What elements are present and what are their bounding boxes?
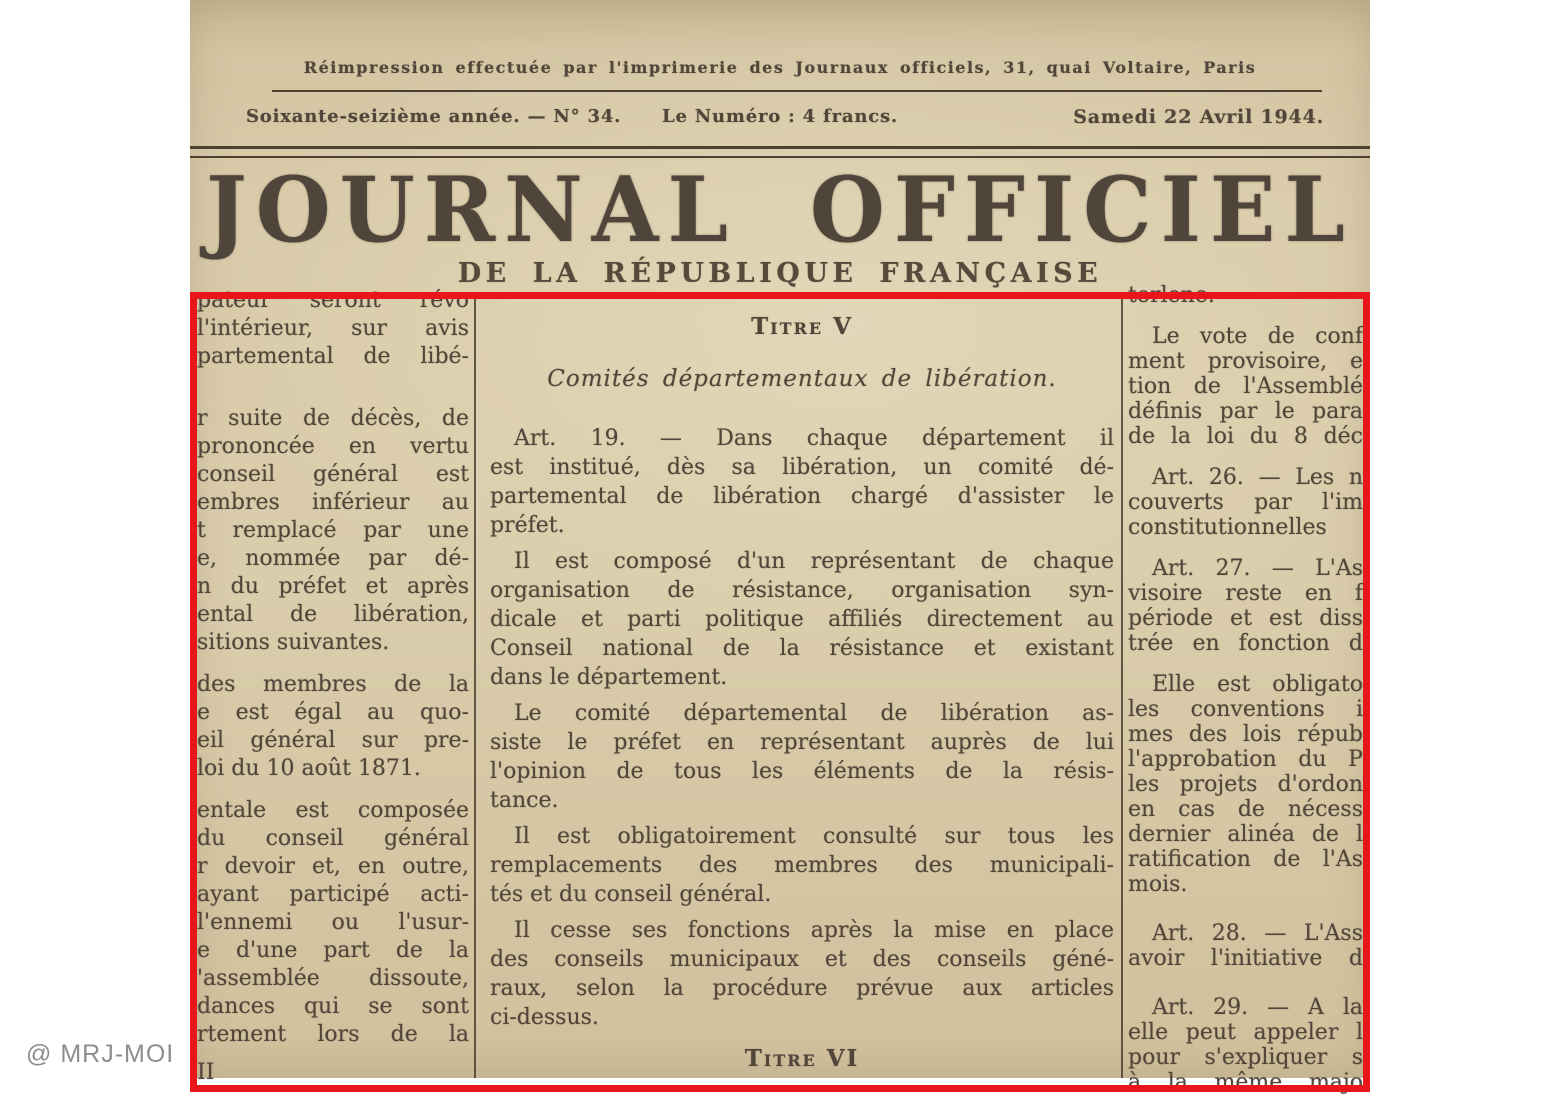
reimpression-line: Réimpression effectuée par l'imprimerie des Journaux officiels, 31, quai Voltaire, Paris — [303, 58, 1257, 77]
text-line: mois. — [1128, 872, 1188, 897]
text-line: raux, selon la procédure prévue aux articles — [490, 976, 1114, 1001]
text-line: Il est obligatoirement consulté sur tous les — [514, 824, 1114, 849]
paragraph — [197, 405, 469, 657]
text-line: r devoir et, en outre, — [197, 854, 469, 879]
text-line: dicale et parti politique affiliés directement au — [490, 607, 1114, 632]
text-line: ci-dessus. — [490, 1005, 599, 1030]
masthead-subtitle: DE LA RÉPUBLIQUE FRANÇAISE — [457, 258, 1103, 289]
text-line: eil général sur pre- — [197, 728, 469, 753]
text-line: visoire reste en f — [1128, 581, 1363, 606]
text-line: préfet. — [490, 513, 565, 538]
text-line: Art. 27. — L'As — [1152, 556, 1363, 581]
text-line: les projets d'ordon — [1128, 772, 1363, 797]
middle-column — [490, 288, 1114, 1078]
text-line: r suite de décès, de — [197, 406, 469, 431]
text-line: ment provisoire, e — [1128, 349, 1363, 374]
text-line: remplacements des membres des municipali- — [490, 853, 1114, 878]
issue-date: Samedi 22 Avril 1944. — [1073, 106, 1324, 128]
text-line: sitions suivantes. — [197, 630, 390, 655]
double-rule — [190, 146, 1370, 158]
column-divider-right — [1121, 298, 1123, 1078]
text-line: embres inférieur au — [197, 490, 469, 515]
text-line: Le vote de conf — [1152, 324, 1363, 349]
text-line: siste le préfet en représentant auprès de lui — [490, 730, 1114, 755]
text-line: e est égal au quo- — [197, 700, 469, 725]
text-line: t remplacé par une — [197, 518, 469, 543]
text-line: elle peut appeler l — [1128, 1020, 1363, 1045]
text-line: les conventions i — [1128, 697, 1363, 722]
paragraph — [490, 822, 1114, 909]
text-line: loi du 10 août 1871. — [197, 756, 421, 781]
text-line: constitutionnelles — [1128, 515, 1327, 540]
paragraph — [490, 916, 1114, 1032]
paragraph — [1128, 672, 1363, 897]
header-underline — [272, 90, 1322, 92]
text-line: tance. — [490, 788, 559, 813]
text-line: mes des lois répub — [1128, 722, 1363, 747]
text-line: dans le département. — [490, 665, 728, 690]
paragraph — [490, 424, 1114, 540]
newspaper-scan — [190, 0, 1370, 1095]
text-line: de la loi du 8 déc — [1128, 424, 1363, 449]
paragraph — [490, 547, 1114, 692]
text-line: avoir l'initiative d — [1128, 946, 1363, 971]
issue-info-row — [190, 106, 1370, 132]
text-line: entale est composée — [197, 798, 469, 823]
paragraph — [1128, 465, 1363, 540]
text-line: Le comité départemental de libération as- — [514, 701, 1114, 726]
text-line: dances qui se sont — [197, 994, 469, 1019]
text-line: Conseil national de la résistance et existant — [490, 636, 1114, 661]
paragraph — [197, 797, 469, 1049]
text-line: 'assemblée dissoute, — [197, 966, 469, 991]
text-line: e d'une part de la — [197, 938, 469, 963]
middle-column-paragraphs — [490, 424, 1114, 1032]
text-line: dernier alinéa de l — [1128, 822, 1363, 847]
left-column — [197, 287, 469, 1085]
paragraph — [490, 699, 1114, 815]
text-line: II — [197, 1060, 215, 1085]
column-divider-left — [474, 298, 476, 1078]
issue-price: Le Numéro : 4 francs. — [661, 106, 898, 127]
text-line: Il est composé d'un représentant de chaque — [514, 549, 1114, 574]
text-line: ayant participé acti- — [197, 882, 469, 907]
section-heading: Comités départementaux de libération. — [547, 366, 1057, 392]
paragraph — [197, 1059, 469, 1087]
text-line: organisation de résistance, organisation syn- — [490, 578, 1114, 603]
text-line: n du préfet et après — [197, 574, 469, 599]
text-line: Art. 26. — Les n — [1152, 465, 1363, 490]
text-line: rtement lors de la — [197, 1022, 469, 1047]
text-line: des conseils municipaux et des conseils géné- — [490, 947, 1114, 972]
text-line: tés et du conseil général. — [490, 882, 772, 907]
text-line: à la même majo — [1128, 1070, 1363, 1095]
text-line: Art. 28. — L'Ass — [1152, 921, 1363, 946]
text-line: ratification de l'As — [1128, 847, 1363, 872]
paragraph — [1128, 556, 1363, 656]
text-line: l'opinion de tous les éléments de la résis- — [490, 759, 1114, 784]
paragraph — [197, 287, 469, 371]
text-line: trée en fonction d — [1128, 631, 1363, 656]
paragraph — [197, 671, 469, 783]
titre-v-heading: Titre V — [751, 313, 853, 340]
watermark-credit: @ MRJ-MOI — [26, 1040, 175, 1068]
text-line: l'ennemi ou l'usur- — [197, 910, 469, 935]
text-line: Art. 29. — A la — [1152, 995, 1363, 1020]
paragraph — [1128, 283, 1363, 308]
text-line: du conseil général — [197, 826, 469, 851]
text-line: prononcée en vertu — [197, 434, 469, 459]
text-line: Il cesse ses fonctions après la mise en place — [514, 918, 1114, 943]
paragraph — [1128, 324, 1363, 449]
text-line: partemental de libé- — [197, 344, 469, 369]
text-line: est institué, dès sa libération, un comité dé- — [490, 455, 1114, 480]
paragraph — [1128, 995, 1363, 1095]
text-line: Elle est obligato — [1152, 672, 1363, 697]
text-line: des membres de la — [197, 672, 469, 697]
text-line: définis par le para — [1128, 399, 1363, 424]
text-line: en cas de nécess — [1128, 797, 1363, 822]
text-line: couverts par l'im — [1128, 490, 1363, 515]
text-line: pour s'expliquer s — [1128, 1045, 1363, 1070]
text-line: partemental de libération chargé d'assister le — [490, 484, 1114, 509]
right-column — [1128, 283, 1363, 1095]
text-line: période et est diss — [1128, 606, 1363, 631]
masthead-title: JOURNAL OFFICIEL — [206, 157, 1354, 264]
text-line: Art. 19. — Dans chaque département il — [514, 426, 1114, 451]
paragraph — [1128, 921, 1363, 971]
text-line: pateur seront révo — [197, 288, 469, 313]
text-line: conseil général est — [197, 462, 469, 487]
text-line: l'approbation du P — [1128, 747, 1363, 772]
titre-vi-heading: Titre VI — [744, 1045, 860, 1072]
text-line: torlene. — [1128, 283, 1215, 308]
text-line: ental de libération, — [197, 602, 469, 627]
issue-edition: Soixante-seizième année. — N° 34. — [246, 106, 622, 127]
text-line: e, nommée par dé- — [197, 546, 469, 571]
text-line: tion de l'Assemblé — [1128, 374, 1363, 399]
text-line: l'intérieur, sur avis — [197, 316, 469, 341]
